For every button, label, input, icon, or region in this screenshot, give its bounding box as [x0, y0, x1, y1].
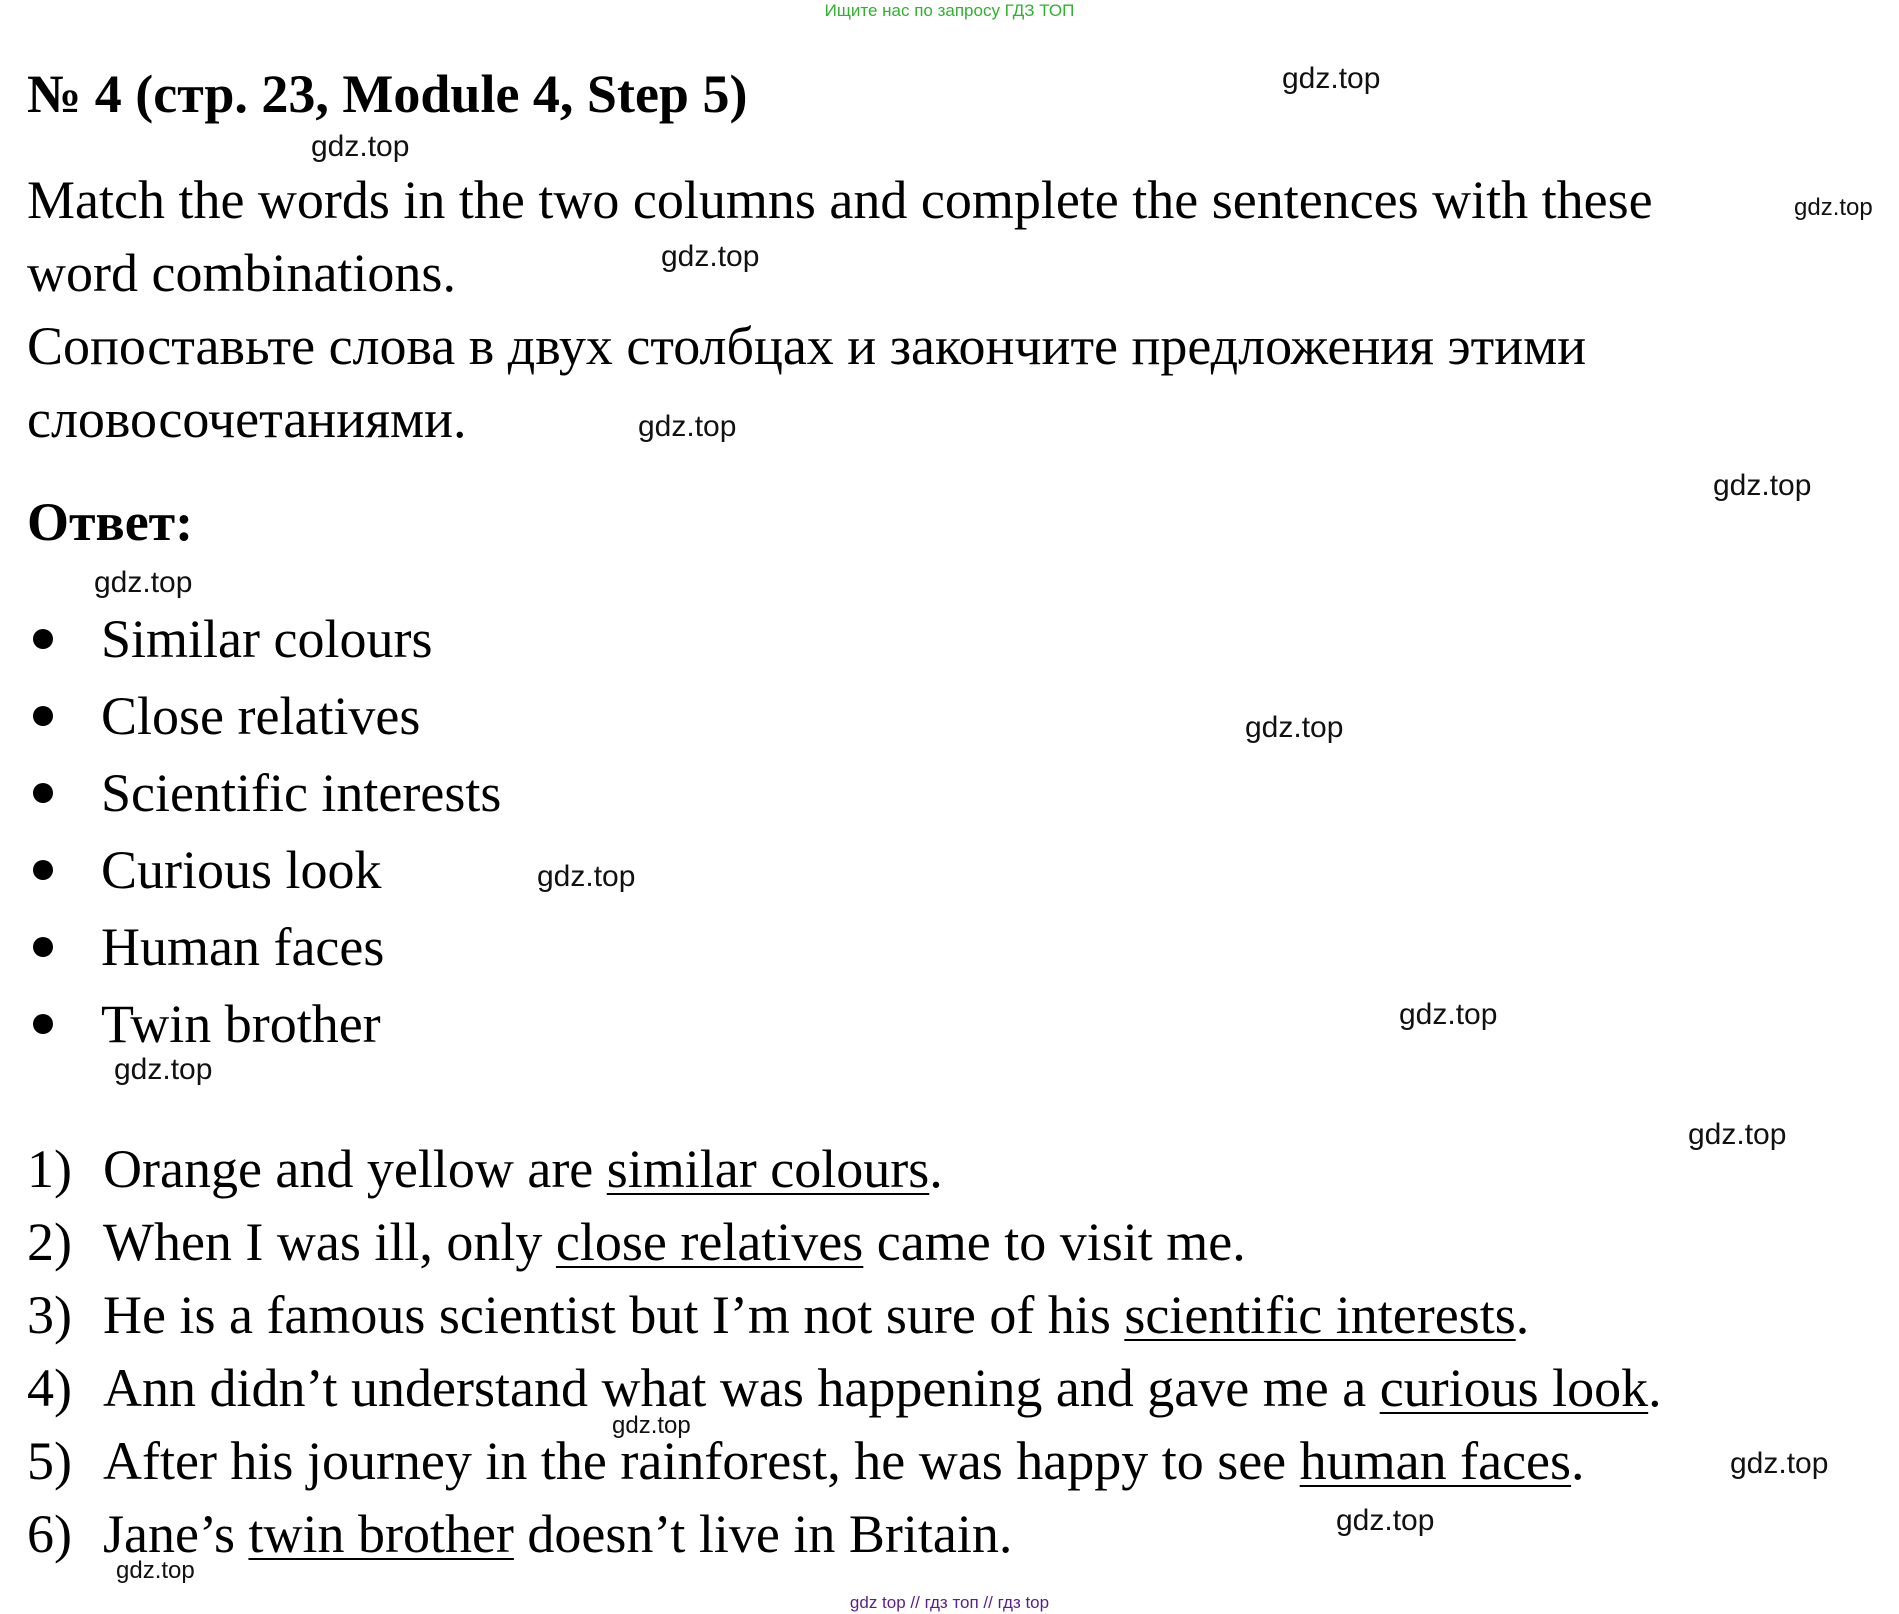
list-item [27, 758, 501, 828]
sentence-text: After his journey in the rainforest, he was happy to see [103, 1431, 1300, 1491]
sentence-row [27, 1280, 1529, 1350]
bullet-icon [33, 860, 53, 880]
sentence-text: . [929, 1139, 943, 1199]
sentence-number: 6) [27, 1504, 72, 1564]
combination-text: Close relatives [101, 686, 421, 746]
list-item [27, 912, 384, 982]
list-item [27, 604, 432, 674]
sentence-number: 3) [27, 1285, 72, 1345]
sentence-text: doesn’t live in Britain. [513, 1504, 1013, 1564]
bullet-icon [33, 937, 53, 957]
sentence-text: When I was ill, only [103, 1212, 556, 1272]
sentence-number: 4) [27, 1358, 72, 1418]
watermark: gdz.top [1794, 194, 1873, 221]
sentence-text: . [1648, 1358, 1662, 1418]
sentence-text: . [1571, 1431, 1585, 1491]
watermark: gdz.top [1336, 1504, 1435, 1537]
bullet-icon [33, 629, 53, 649]
combination-text: Scientific interests [101, 763, 502, 823]
instruction-ru-line-2: словосочетаниями. [27, 389, 467, 449]
instruction-en-line-2: word combinations. [27, 243, 456, 303]
watermark: gdz.top [638, 410, 737, 443]
sentence-row [27, 1353, 1662, 1423]
combination-text: Twin brother [101, 994, 381, 1054]
list-item [27, 681, 420, 751]
list-item [27, 835, 382, 905]
bullet-icon [33, 706, 53, 726]
sentence-answer: twin brother [248, 1504, 514, 1564]
sentence-answer: scientific interests [1124, 1285, 1516, 1345]
sentence-number: 5) [27, 1431, 72, 1491]
bullet-icon [33, 1014, 53, 1034]
watermark: gdz.top [1730, 1447, 1829, 1480]
page-title: № 4 (стр. 23, Module 4, Step 5) [27, 64, 748, 124]
sentence-text: Ann didn’t understand what was happening and gave me a [103, 1358, 1380, 1418]
sentence-row [27, 1134, 943, 1204]
sentence-text: Orange and yellow are [103, 1139, 607, 1199]
watermark: gdz.top [1282, 62, 1381, 95]
watermark: gdz.top [94, 566, 193, 599]
sentence-answer: human faces [1299, 1431, 1572, 1491]
sentence-row [27, 1426, 1585, 1496]
combination-text: Similar colours [101, 609, 433, 669]
sentence-text: came to visit me. [863, 1212, 1246, 1272]
sentence-text: . [1515, 1285, 1530, 1345]
watermark: gdz.top [114, 1053, 213, 1086]
bullet-icon [33, 783, 53, 803]
top-banner: Ищите нас по запросу ГДЗ ТОП [824, 1, 1075, 20]
sentence-answer: similar colours [606, 1139, 930, 1199]
watermark: gdz.top [1688, 1118, 1787, 1151]
watermark: gdz.top [1399, 998, 1498, 1031]
combination-text: Curious look [101, 840, 382, 900]
watermark: gdz.top [116, 1557, 195, 1584]
sentence-number: 2) [27, 1212, 72, 1272]
sentence-answer: curious look [1379, 1358, 1649, 1418]
watermark: gdz.top [537, 860, 636, 893]
watermark: gdz.top [1713, 469, 1812, 502]
instruction-en-line-1: Match the words in the two columns and complete the sentences with these [27, 170, 1653, 230]
sentence-number: 1) [27, 1139, 72, 1199]
watermark: gdz.top [661, 240, 760, 273]
sentence-text: Jane’s [103, 1504, 249, 1564]
watermark: gdz.top [612, 1412, 691, 1439]
sentence-answer: close relatives [555, 1212, 864, 1272]
answer-heading: Ответ: [27, 492, 194, 552]
sentence-text: He is a famous scientist but I’m not sure of his [103, 1285, 1125, 1345]
bottom-banner: gdz top // гдз топ // гдз top [849, 1593, 1050, 1612]
sentence-row [27, 1207, 1246, 1277]
watermark: gdz.top [1245, 711, 1344, 744]
watermark: gdz.top [311, 130, 410, 163]
combination-text: Human faces [101, 917, 385, 977]
instruction-ru-line-1: Сопоставьте слова в двух столбцах и закончите предложения этими [27, 316, 1587, 376]
list-item [27, 989, 381, 1059]
